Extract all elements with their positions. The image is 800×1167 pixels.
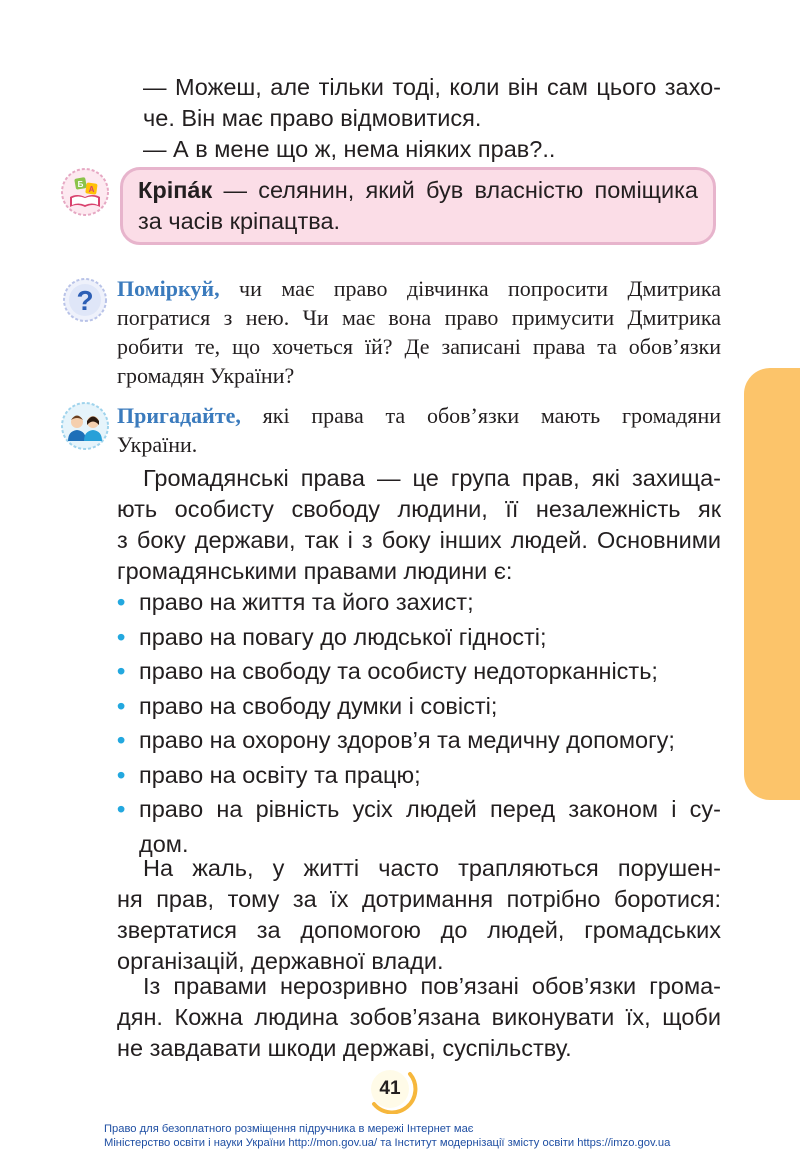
- children-icon: [60, 401, 110, 451]
- paragraph-duties: [117, 971, 721, 1064]
- paragraph-line: організацій, державної влади.: [117, 948, 444, 974]
- think-block: [117, 274, 721, 390]
- bullet-icon: •: [117, 623, 126, 650]
- rights-list: [117, 585, 721, 861]
- list-item: [117, 654, 721, 689]
- list-item-text: право на свободу думки і совісті;: [139, 692, 498, 719]
- paragraph-line: не завдавати шкоди державі, суспільству.: [117, 1035, 572, 1061]
- dialogue-line: — Можеш, але тільки тоді, коли він сам цього захо-: [143, 74, 721, 100]
- paragraph-line: дян. Кожна людина зобов’язана виконувати їх, щоби: [117, 1004, 721, 1030]
- dialogue-block: [117, 72, 721, 165]
- dictionary-book-icon: [60, 167, 110, 217]
- list-item-text: право на освіту та працю;: [139, 761, 421, 788]
- think-keyword: Поміркуй,: [117, 276, 220, 301]
- list-item: [117, 585, 721, 620]
- think-line: погратися з нею. Чи має вона право примусити Дмитрика: [117, 305, 721, 330]
- definition-line: за часів кріпацтва.: [138, 208, 341, 234]
- bullet-icon: •: [117, 692, 126, 719]
- footer-line: Право для безоплатного розміщення підручника в мережі Інтернет має: [104, 1123, 474, 1135]
- list-item-text: право на свободу та особисту недоторканність;: [139, 658, 658, 684]
- think-line: громадян України?: [117, 363, 295, 388]
- side-tab-marker: [744, 368, 800, 800]
- intro-paragraph: [117, 463, 721, 587]
- definition-term: Кріпáк: [138, 177, 213, 203]
- question-icon: [62, 277, 108, 323]
- paragraph-line: громадянськими правами людини є:: [117, 558, 513, 584]
- definition-rest: — селянин, який був власністю поміщика: [212, 177, 698, 203]
- bullet-icon: •: [117, 796, 126, 822]
- list-item: [117, 758, 721, 793]
- definition-text: [138, 175, 698, 237]
- paragraph-violations: [117, 853, 721, 977]
- list-item: [117, 723, 721, 758]
- question-mark: ?: [76, 285, 94, 316]
- paragraph-line: Громадянські права — це група прав, які захища-: [143, 465, 721, 491]
- bullet-icon: •: [117, 727, 126, 753]
- paragraph-line: Із правами нерозривно пов’язані обов’язки грома-: [143, 973, 721, 999]
- list-item: [117, 689, 721, 724]
- list-item-text: право на охорону здоров’я та медичну допомогу;: [139, 727, 675, 753]
- paragraph-line: На жаль, у житті часто трапляються порушен-: [143, 855, 721, 881]
- bullet-icon: •: [117, 589, 126, 615]
- bullet-icon: •: [117, 761, 126, 788]
- dialogue-line: — А в мене що ж, нема ніяких прав?..: [143, 136, 556, 162]
- list-item-text: право на повагу до людської гідності;: [139, 623, 547, 650]
- paragraph-line: ня прав, тому за їх дотримання потрібно боротися:: [117, 886, 721, 912]
- footer-line: Міністерство освіти і науки України http://mon.gov.ua/ та Інститут модернізації змісту освіти https://imzo.gov.ua: [104, 1137, 671, 1149]
- paragraph-line: звертатися за допомогою до людей, громадських: [117, 917, 721, 943]
- bullet-icon: •: [117, 658, 126, 684]
- list-item-text: право на рівність усіх людей перед законом і су-: [139, 796, 721, 822]
- recall-rest: які права та обов’язки мають громадяни: [240, 403, 721, 428]
- paragraph-line: ють особисту свободу людини, її незалежність як: [117, 496, 721, 522]
- page-number: 41: [371, 1070, 409, 1108]
- list-item-text: право на життя та його захист;: [139, 589, 474, 615]
- recall-line: України.: [117, 432, 198, 457]
- footer-notice: [104, 1122, 670, 1150]
- list-item: [117, 620, 721, 655]
- list-item-text: дом.: [139, 830, 189, 857]
- think-rest: чи має право дівчинка попросити Дмитрика: [219, 276, 721, 301]
- dialogue-line: че. Він має право відмовитися.: [143, 105, 482, 131]
- book-letter: Б: [77, 180, 84, 189]
- paragraph-line: з боку держави, так і з боку інших людей. Основними: [117, 527, 721, 553]
- recall-keyword: Пригадайте,: [117, 403, 241, 428]
- list-item: [117, 792, 721, 827]
- recall-block: [117, 401, 721, 459]
- think-line: робити те, що хочеться їй? Де записані права та обов’язки: [117, 334, 721, 359]
- book-letter: А: [88, 185, 95, 194]
